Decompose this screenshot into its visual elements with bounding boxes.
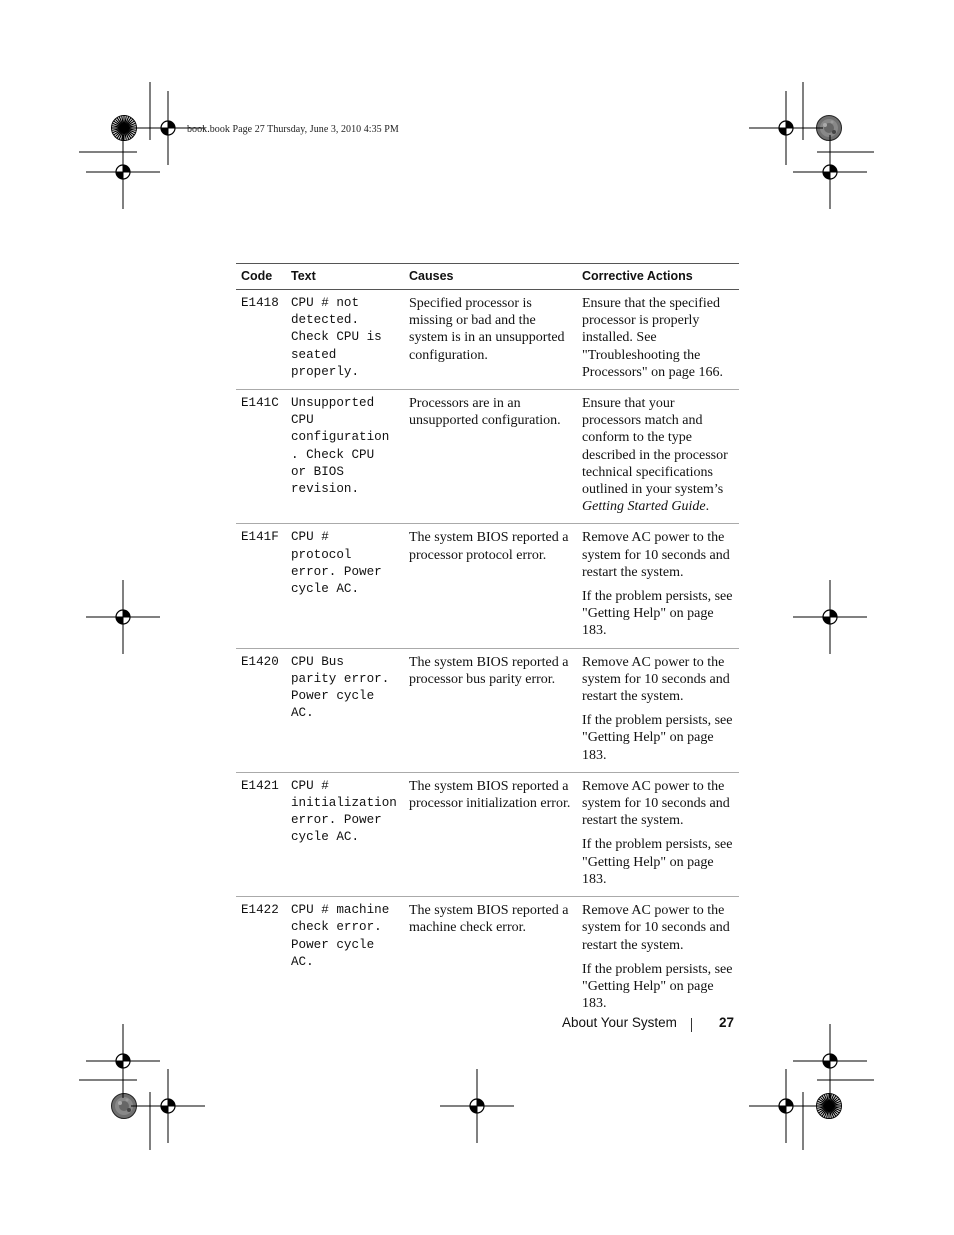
corrective-action bbox=[577, 390, 739, 524]
action-paragraph: If the problem persists, see "Getting Help" on page 183. bbox=[582, 837, 733, 887]
table-row bbox=[236, 648, 739, 772]
corrective-action bbox=[577, 290, 739, 390]
action-text: Ensure that your processors match and conform to the type described in the processor technical specifications outlined in your system’s bbox=[582, 396, 728, 498]
error-code: E1422 bbox=[241, 903, 279, 918]
action-paragraph bbox=[582, 395, 735, 515]
header-code: Code bbox=[236, 264, 286, 290]
header-causes: Causes bbox=[404, 264, 577, 290]
action-paragraph: Ensure that the specified processor is properly installed. See "Troubleshooting the Processors" on page 166. bbox=[582, 296, 724, 380]
error-cause: Specified processor is missing or bad and the system is in an unsupported configuration. bbox=[404, 290, 577, 390]
table-header-row bbox=[236, 264, 739, 290]
table-row bbox=[236, 390, 739, 524]
table-row bbox=[236, 897, 739, 1021]
error-text: CPU # not detected. Check CPU is seated properly. bbox=[286, 290, 404, 390]
action-paragraph: If the problem persists, see "Getting Help" on page 183. bbox=[582, 961, 733, 1012]
error-code: E141C bbox=[236, 390, 286, 524]
header-text: Text bbox=[286, 264, 404, 290]
footer-section-title: About Your System bbox=[562, 1015, 677, 1030]
error-text: CPU # initialization error. Power cycle AC. bbox=[286, 772, 404, 896]
action-paragraph: If the problem persists, see "Getting Help" on page 183. bbox=[582, 713, 733, 763]
corrective-action bbox=[577, 897, 739, 1021]
error-text: CPU Bus parity error. Power cycle AC. bbox=[286, 648, 404, 772]
guide-title: Getting Started Guide bbox=[582, 499, 706, 515]
action-paragraph: Remove AC power to the system for 10 seconds and restart the system. bbox=[582, 778, 730, 829]
action-paragraph: Remove AC power to the system for 10 seconds and restart the system. bbox=[582, 903, 730, 953]
error-cause: The system BIOS reported a processor bus parity error. bbox=[404, 648, 577, 772]
print-slug-line: book.book Page 27 Thursday, June 3, 2010 4:35 PM bbox=[187, 124, 399, 135]
error-code: E1420 bbox=[236, 648, 286, 772]
corrective-action bbox=[577, 524, 739, 648]
header-corrective-actions: Corrective Actions bbox=[577, 264, 739, 290]
footer-divider bbox=[691, 1018, 692, 1032]
error-text: Unsupported CPU configuration . Check CPU or BIOS revision. bbox=[286, 390, 404, 524]
error-code: E1421 bbox=[236, 772, 286, 896]
table-row bbox=[236, 290, 739, 390]
error-code: E141F bbox=[236, 524, 286, 648]
action-paragraph: Remove AC power to the system for 10 seconds and restart the system. bbox=[582, 654, 730, 705]
table-row bbox=[236, 772, 739, 896]
action-paragraph: Remove AC power to the system for 10 seconds and restart the system. bbox=[582, 530, 730, 580]
corrective-action bbox=[577, 772, 739, 896]
page-number: 27 bbox=[719, 1015, 735, 1030]
action-paragraph: If the problem persists, see "Getting Help" on page 183. bbox=[582, 589, 733, 639]
action-tail: . bbox=[705, 499, 710, 515]
corrective-action bbox=[577, 648, 739, 772]
error-cause: The system BIOS reported a machine check error. bbox=[409, 903, 569, 936]
table-row bbox=[236, 524, 739, 648]
error-cause: The system BIOS reported a processor initialization error. bbox=[404, 772, 577, 896]
error-cause: Processors are in an unsupported configuration. bbox=[404, 390, 577, 524]
error-text: CPU # machine check error. Power cycle AC. bbox=[291, 903, 390, 969]
error-text: CPU # protocol error. Power cycle AC. bbox=[286, 524, 404, 648]
error-code: E1418 bbox=[236, 290, 286, 390]
error-code-table bbox=[236, 263, 739, 1020]
error-cause: The system BIOS reported a processor protocol error. bbox=[404, 524, 577, 648]
